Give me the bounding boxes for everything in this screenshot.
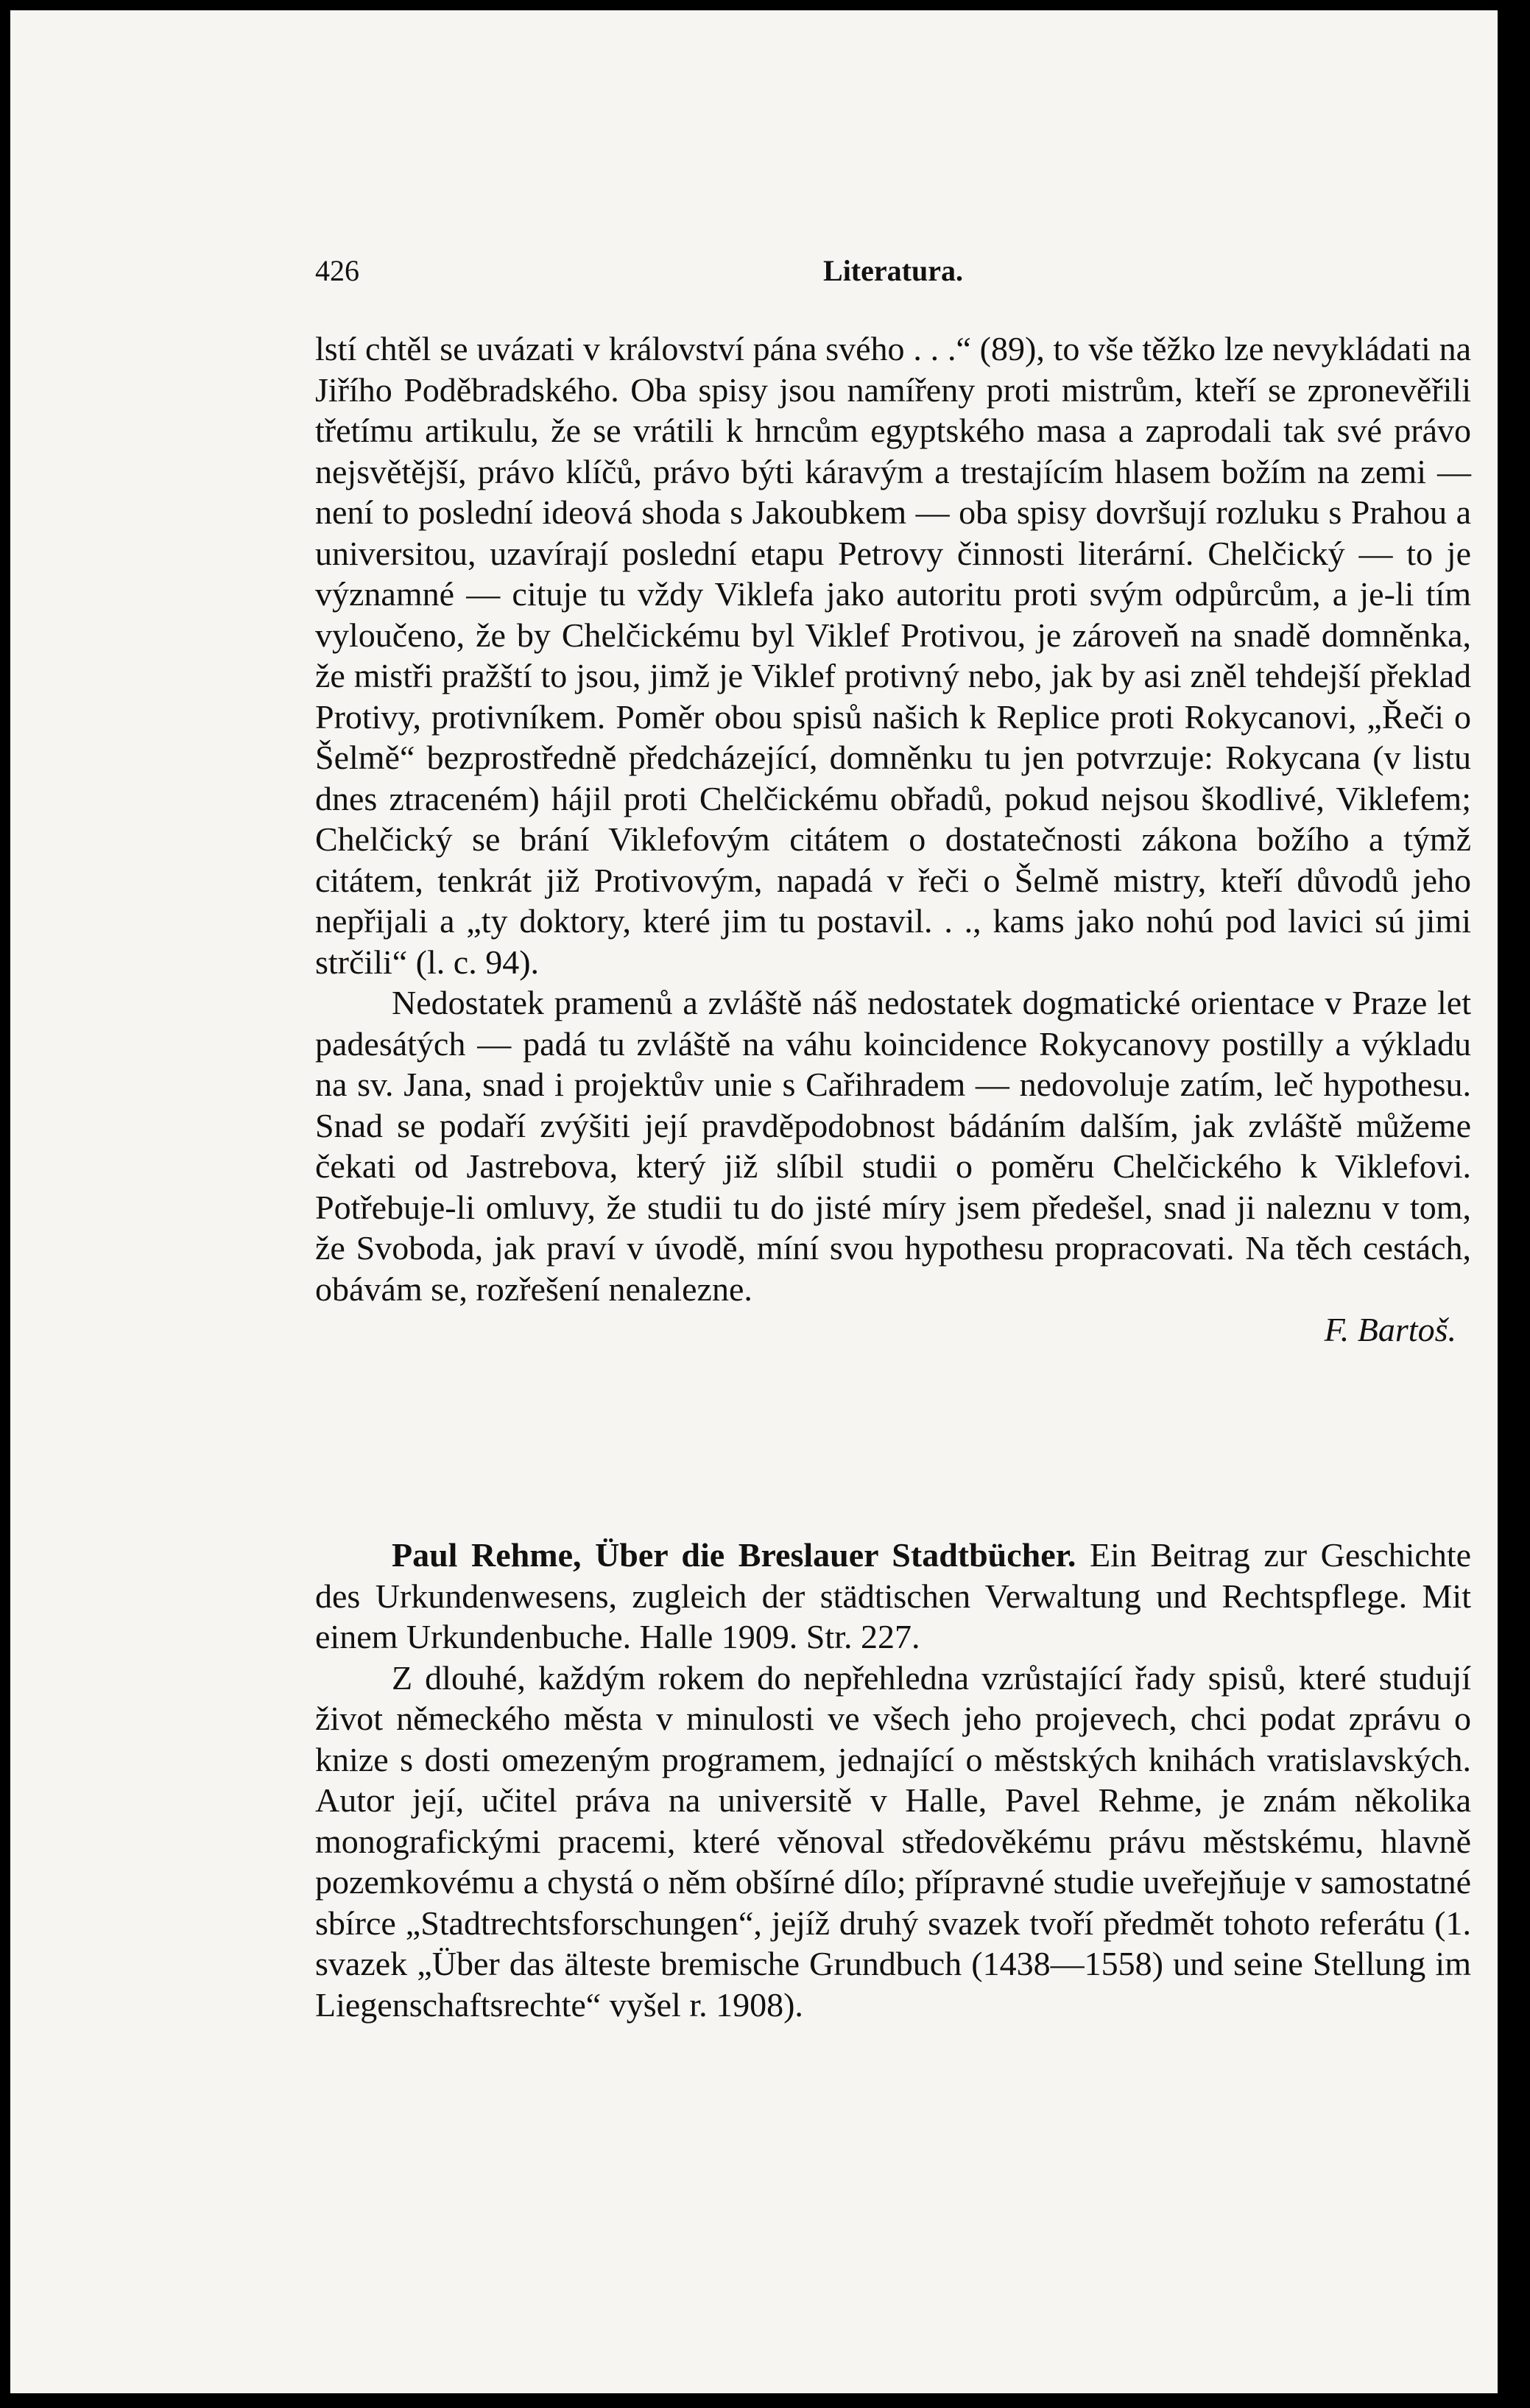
- review-title: Über die Breslauer Stadtbücher.: [595, 1536, 1076, 1574]
- review-author: Paul Rehme,: [392, 1536, 582, 1574]
- article-continuation: [315, 328, 1471, 1351]
- paragraph-1: lstí chtěl se uvázati v království pána svého . . .“ (89), to vše těžko lze nevykládati na Jiřího Poděbradského. Oba spisy jsou namířeny proti mistrům, kteří se zpronevěřili třetímu artikulu, že se vrátili k hrncům egyptského masa a zaprodali tak své právo nejsvětější, právo klíčů, právo býti káravým a trestajícím hlasem božím na zemi — není to poslední ideová shoda s Jakoubkem — oba spisy dovršují rozluku s Prahou a universitou, uzavírají poslední etapu Petrovy činnosti literární. Chelčický — to je významné — cituje tu vždy Viklefa jako autoritu proti svým odpůrcům, a je-li tím vyloučeno, že by Chelčickému byl Viklef Protivou, je zároveň na snadě domněnka, že mistři pražští to jsou, jimž je Viklef protivný nebo, jak by asi zněl tehdejší překlad Protivy, protivníkem. Poměr obou spisů našich k Replice proti Rokycanovi, „Řeči o Šelmě“ bezprostředně předcházející, domněnku tu jen potvrzuje: Rokycana (v listu dnes ztraceném) hájil proti Chelčickému obřadů, pokud nejsou škodlivé, Viklefem; Chelčický se brání Viklefovým citátem o dostatečnosti zákona božího a týmž citátem, tenkrát již Protivovým, napadá v řeči o Šelmě mistry, kteří důvodů jeho nepřijali a „ty doktory, které jim tu postavil. . ., kams jako nohú pod lavici sú jimi strčili“ (l. c. 94).: [315, 330, 1471, 981]
- review-heading: [315, 1535, 1471, 1658]
- paragraph-3: Z dlouhé, každým rokem do nepřehledna vzrůstající řady spisů, které studují život německého města v minulosti ve všech jeho projevech, chci podat zprávu o knize s dosti omezeným programem, jednající o městských knihách vratislavských. Autor její, učitel práva na universitě v Halle, Pavel Rehme, je znám několika monografickými pracemi, které věnoval středověkému právu městskému, hlavně pozemkovému a chystá o něm obšírné dílo; přípravné studie uveřejňuje v samostatné sbírce „Stadtrechtsforschungen“, jejíž druhý svazek tvoří předmět tohoto referátu (1. svazek „Über das älteste bremische Grundbuch (1438—1558) und seine Stellung im Liegenschaftsrechte“ vyšel r. 1908).: [315, 1658, 1471, 2024]
- running-title: Literatura.: [823, 254, 963, 287]
- document-page: [10, 10, 1498, 2393]
- book-review: [315, 1535, 1471, 2025]
- page-header: [315, 253, 1471, 298]
- scan-edge: [1498, 0, 1530, 2408]
- review-citation: Ein Beitrag zur Geschichte des Urkundenwesens, zugleich der städtischen Verwaltung und Rechtspflege. Mit einem Urkundenbuche. Halle 1909. Str. 227.: [315, 1536, 1472, 1655]
- paragraph-2: Nedostatek pramenů a zvláště náš nedostatek dogmatické orientace v Praze let padesátých — padá tu zvláště na váhu koincidence Rokycanovy postilly a výkladu na sv. Jana, snad i projektův unie s Cařihradem — nedovoluje zatím, leč hypothesu. Snad se podaří zvýšiti její pravděpodobnost bádáním dalším, jak zvláště můžeme čekati od Jastrebova, který již slíbil studii o poměru Chelčického k Viklefovi. Potřebuje-li omluvy, že studii tu do jisté míry jsem předešel, snad ji naleznu v tom, že Svoboda, jak praví v úvodě, míní svou hypothesu propracovati. Na těch cestách, obávám se, rozřešení nenalezne.: [315, 984, 1471, 1308]
- signature: F. Bartoš.: [1324, 1311, 1456, 1348]
- page-number: 426: [315, 254, 359, 287]
